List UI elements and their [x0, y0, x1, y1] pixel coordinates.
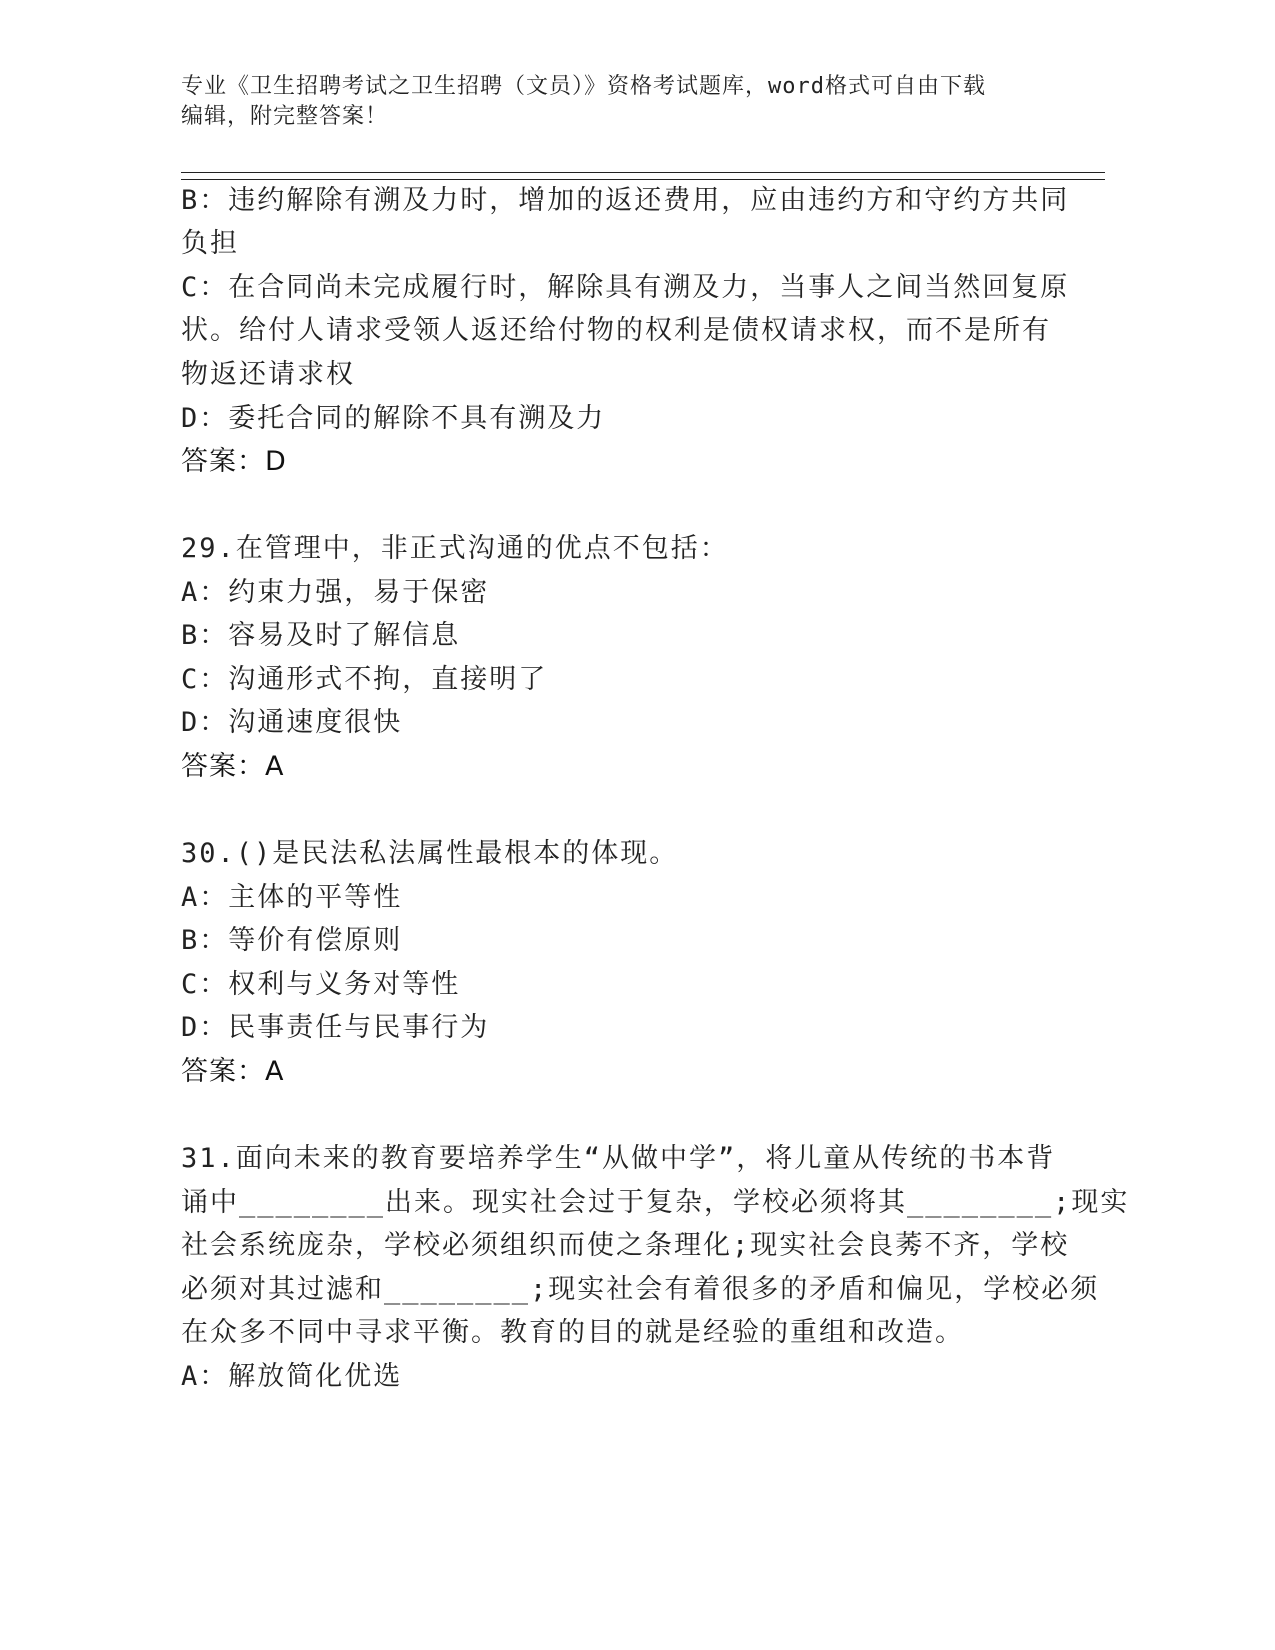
header-line-1: 专业《卫生招聘考试之卫生招聘（文员）》资格考试题库，word格式可自由下载	[181, 74, 986, 99]
q29-option-a: A：约束力强，易于保密	[181, 577, 490, 608]
q28-option-c-line-2: 状。给付人请求受领人返还给付物的权利是债权请求权，而不是所有	[181, 315, 1051, 346]
q30-option-b: B：等价有偿原则	[181, 925, 403, 956]
q28-option-c-line-1: C：在合同尚未完成履行时，解除具有溯及力，当事人之间当然回复原	[181, 272, 1070, 303]
q31-stem-line-5: 在众多不同中寻求平衡。教育的目的就是经验的重组和改造。	[181, 1317, 964, 1348]
q31-stem-line-3: 社会系统庞杂，学校必须组织而使之条理化;现实社会良莠不齐，学校	[181, 1230, 1070, 1261]
q29-option-d: D：沟通速度很快	[181, 707, 403, 738]
q28-answer: 答案：D	[181, 446, 287, 477]
q29-answer: 答案：A	[181, 751, 285, 782]
q30-answer: 答案：A	[181, 1056, 285, 1087]
q31-stem-line-2: 诵中________出来。现实社会过于复杂，学校必须将其________;现实	[181, 1187, 1130, 1218]
q28-option-b-line-2: 负担	[181, 228, 239, 259]
header-divider-top	[181, 172, 1105, 173]
q29-option-c: C：沟通形式不拘，直接明了	[181, 664, 548, 695]
q28-option-b-line-1: B：违约解除有溯及力时，增加的返还费用，应由违约方和守约方共同	[181, 185, 1070, 216]
q30-stem: 30.()是民法私法属性最根本的体现。	[181, 838, 679, 869]
q31-stem-line-4: 必须对其过滤和________;现实社会有着很多的矛盾和偏见，学校必须	[181, 1274, 1100, 1305]
header-divider-bottom	[181, 179, 1105, 180]
q29-stem: 29.在管理中，非正式沟通的优点不包括：	[181, 533, 729, 564]
q30-option-c: C：权利与义务对等性	[181, 969, 461, 1000]
header-line-2: 编辑，附完整答案！	[181, 104, 389, 129]
q28-option-c-line-3: 物返还请求权	[181, 359, 355, 390]
q29-option-b: B：容易及时了解信息	[181, 620, 461, 651]
q31-option-a: A：解放简化优选	[181, 1361, 403, 1392]
document-header	[181, 72, 1061, 132]
q30-option-a: A：主体的平等性	[181, 882, 403, 913]
q31-stem-line-1: 31.面向未来的教育要培养学生“从做中学”，将儿童从传统的书本背	[181, 1143, 1056, 1174]
q28-option-d: D：委托合同的解除不具有溯及力	[181, 403, 606, 434]
q30-option-d: D：民事责任与民事行为	[181, 1012, 490, 1043]
